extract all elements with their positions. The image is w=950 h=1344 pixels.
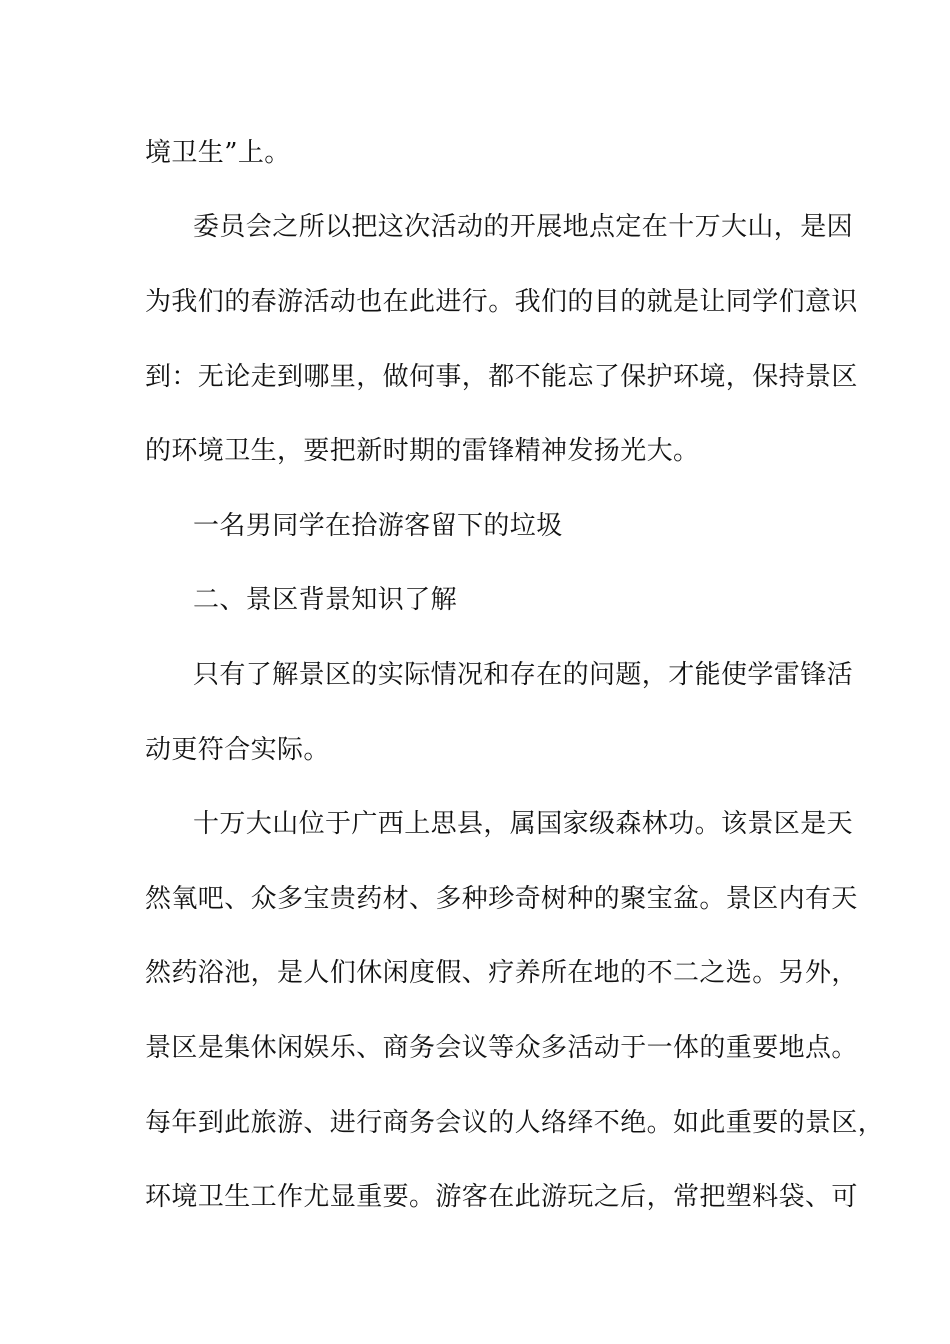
text-line: 然氧吧、众多宝贵药材、多种珍奇树种的聚宝盆。景区内有天 — [145, 884, 858, 914]
section-heading: 二、景区背景知识了解 — [193, 585, 458, 615]
text-line: 为我们的春游活动也在此进行。我们的目的就是让同学们意识 — [145, 287, 858, 317]
text-line: 景区是集休闲娱乐、商务会议等众多活动于一体的重要地点。 — [145, 1033, 858, 1063]
text-line: 每年到此旅游、进行商务会议的人络绎不绝。如此重要的景区， — [145, 1108, 885, 1138]
text-line: 境卫生”上。 — [145, 138, 291, 168]
image-caption: 一名男同学在拾游客留下的垃圾 — [193, 511, 563, 541]
text-line: 的环境卫生，要把新时期的雷锋精神发扬光大。 — [145, 436, 700, 466]
text-line: 到：无论走到哪里，做何事，都不能忘了保护环境，保持景区 — [145, 362, 858, 392]
text-line: 动更符合实际。 — [145, 735, 330, 765]
text-line: 然药浴池，是人们休闲度假、疗养所在地的不二之选。另外， — [145, 958, 858, 988]
paragraph-start: 十万大山位于广西上思县，属国家级森林功。该景区是天 — [193, 809, 854, 839]
paragraph-start: 委员会之所以把这次活动的开展地点定在十万大山，是因 — [193, 212, 854, 242]
text-line: 环境卫生工作尤显重要。游客在此游玩之后，常把塑料袋、可 — [145, 1182, 858, 1212]
paragraph-start: 只有了解景区的实际情况和存在的问题，才能使学雷锋活 — [193, 660, 854, 690]
